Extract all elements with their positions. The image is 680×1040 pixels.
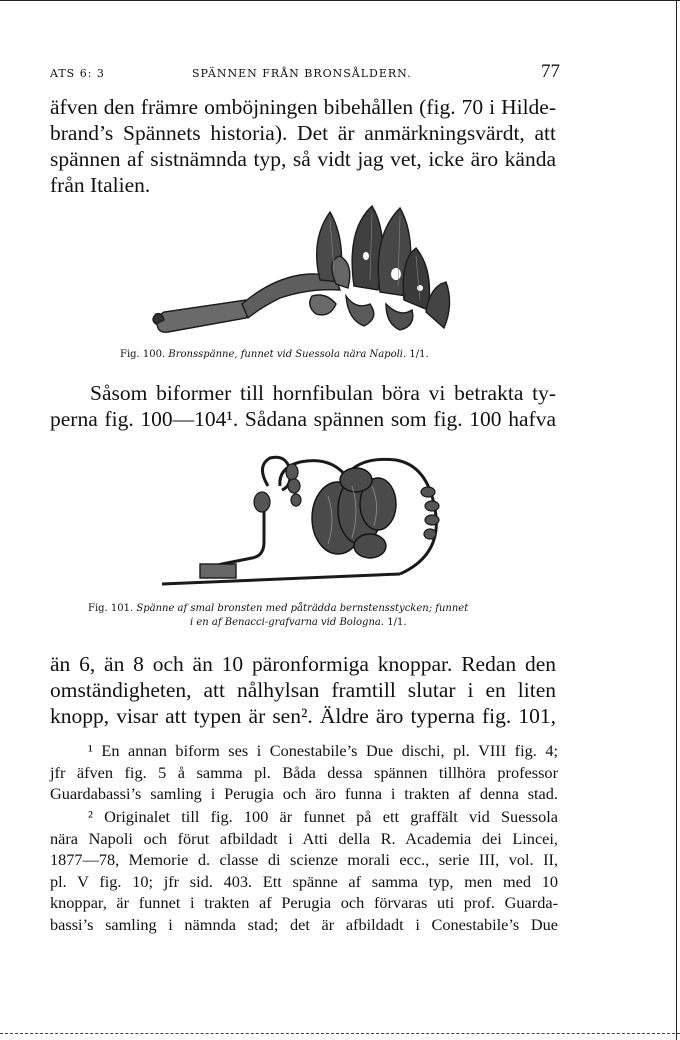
text-line: äfven den främre omböjningen bibehållen (fig. 70 i Hilde- [50,95,556,119]
text-line: knopp, visar att typen är sen². Äldre äro typerna fig. 101, [50,704,556,728]
page-number: 77 [541,61,560,82]
text-line: ¹ En annan biform ses i Conestabile’s Due dischi, pl. VIII fig. 4; [88,741,558,760]
header-title: SPÄNNEN FRÅN BRONSÅLDERN. [192,67,412,80]
text-line: jfr äfven fig. 5 å samma pl. Båda dessa spännen tillhöra professor [50,762,558,782]
paragraph-2 [50,380,556,432]
figure-101-amber-brooch [160,446,460,596]
paragraph-3 [50,651,556,729]
figure-101-caption [88,602,468,615]
paragraph-1 [50,94,556,198]
text-line: från Italien. [50,173,151,197]
running-header [50,61,560,84]
page-top-edge [0,0,680,1]
header-journal-ref: ATS 6: 3 [50,67,105,80]
figure-100-caption-text: Bronsspänne, funnet vid Suessola nära Napoli. [168,349,407,360]
figure-101-caption-line-1: Spänne af smal bronsten med påträdda bernstensstycken; funnet [136,603,469,614]
text-line: knoppar, är funnet i trakten af Perugia och förvaras uti prof. Guarda- [50,893,558,912]
figure-100-caption [120,348,429,361]
figure-100-label: Fig. 100. [120,349,166,360]
text-line: Guardabassi’s samling i Perugia och äro funna i trakten af denna stad. [50,784,558,803]
page-right-edge [676,0,677,1040]
figure-100-bronze-brooch [150,200,470,340]
footnote-1 [50,740,558,805]
text-line: nära Napoli och förut afbildadt i Atti della R. Academia dei Lincei, [50,828,558,848]
footnote-2 [50,806,558,935]
figure-100-scale: 1/1. [409,349,429,360]
text-line: omständigheten, att nålhylsan framtill slutar i en liten [50,678,556,702]
brooch-engraving [150,200,470,340]
brooch-engraving [160,446,460,596]
figure-101-scale: 1/1. [387,617,407,628]
text-line: pl. V fig. 10; jfr sid. 403. Ett spänne af samma typ, men med 10 [50,871,558,891]
figure-101-caption-line-2: i en af Benacci-grafvarna vid Bologna. [190,617,385,628]
text-line: bassi’s samling i nämnda stad; det är afbildadt i Conestabile’s Due [50,914,558,934]
text-line: Såsom biformer till hornfibulan böra vi betrakta ty- [90,381,556,405]
text-line: spännen af sistnämnda typ, så vidt jag vet, icke äro kända [50,147,556,171]
text-line: brand’s Spännets historia). Det är anmärkningsvärdt, att [50,121,556,145]
page-bottom-edge [0,1033,680,1034]
text-line: 1877—78, Memorie d. classe di scienze morali ecc., serie III, vol. II, [50,850,558,869]
figure-101-caption-cont [190,616,407,629]
text-line: än 6, än 8 och än 10 päronformiga knoppar. Redan den [50,652,556,676]
figure-101-label: Fig. 101. [88,603,134,614]
text-line: ² Originalet till fig. 100 är funnet på ett graffält vid Suessola [88,807,558,826]
text-line: perna fig. 100—104¹. Sådana spännen som fig. 100 hafva [50,407,556,431]
